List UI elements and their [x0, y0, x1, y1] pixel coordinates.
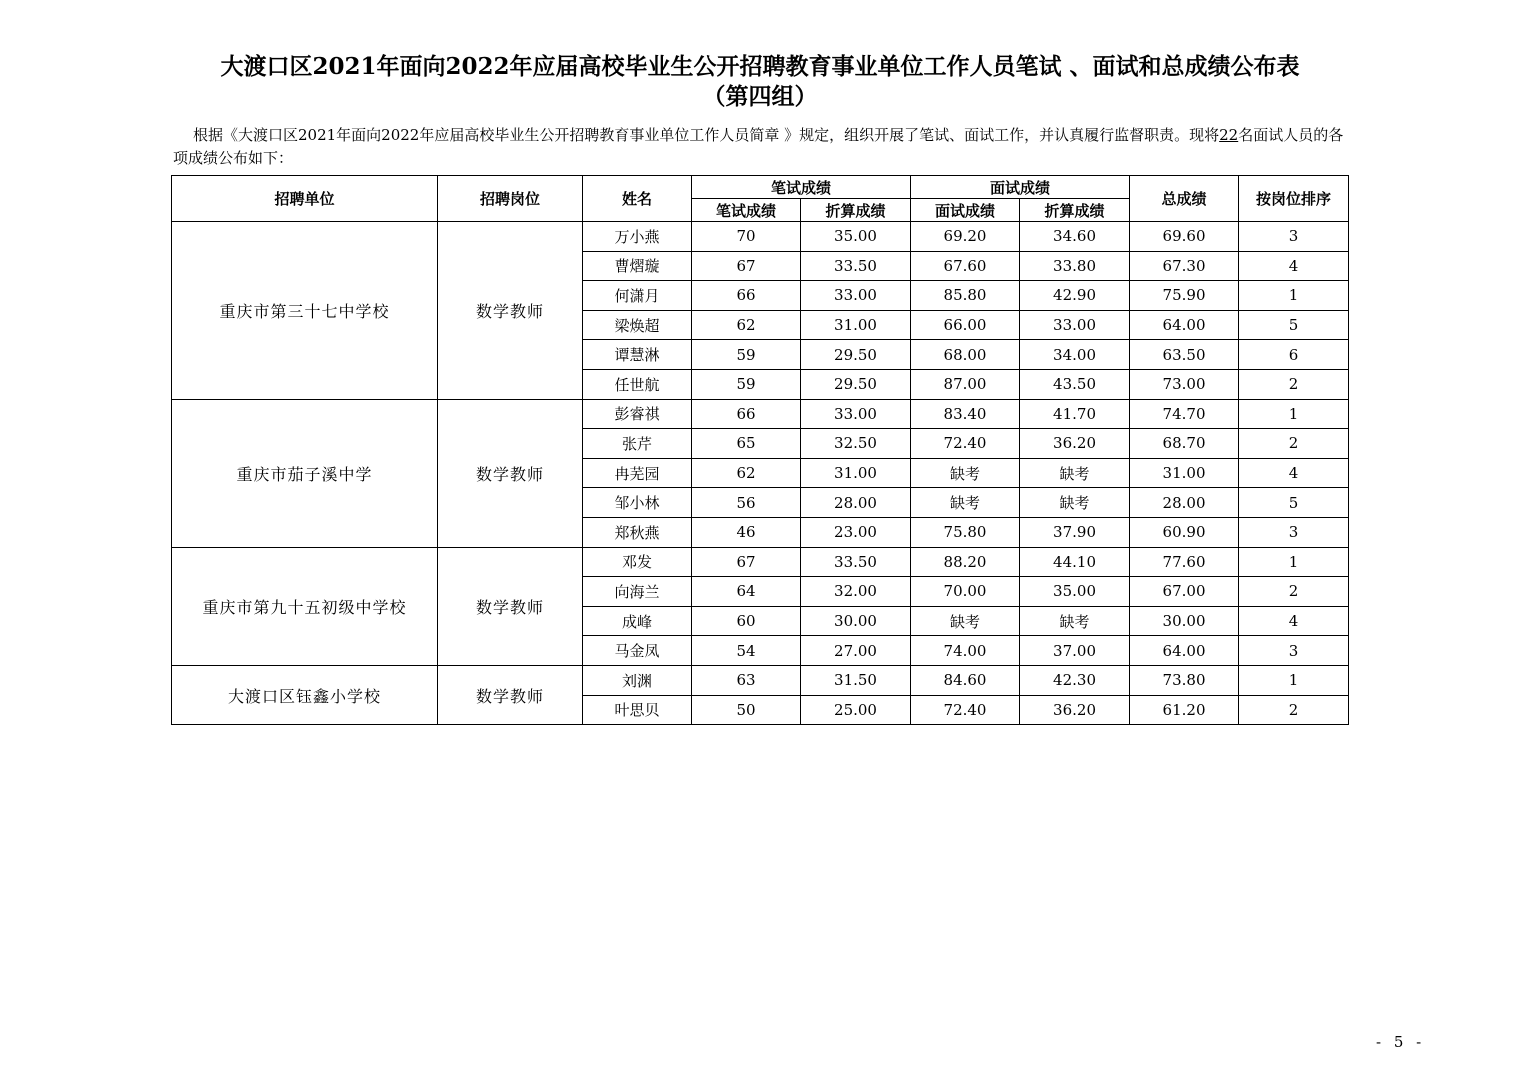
name-cell: 任世航	[583, 369, 692, 399]
written-converted-cell: 25.00	[801, 695, 911, 725]
interview-score-cell: 88.20	[911, 547, 1020, 577]
page-number: - 5 -	[1376, 1033, 1426, 1051]
written-score-cell: 56	[692, 488, 801, 518]
written-converted-cell: 32.00	[801, 577, 911, 607]
interview-score-cell: 69.20	[911, 222, 1020, 252]
interview-score-cell: 67.60	[911, 251, 1020, 281]
interview-score-cell: 87.00	[911, 369, 1020, 399]
total-cell: 63.50	[1130, 340, 1239, 370]
rank-cell: 2	[1239, 695, 1349, 725]
total-cell: 73.00	[1130, 369, 1239, 399]
header-total: 总成绩	[1130, 176, 1239, 222]
written-score-cell: 60	[692, 606, 801, 636]
header-post: 招聘岗位	[438, 176, 583, 222]
rank-cell: 4	[1239, 251, 1349, 281]
total-cell: 77.60	[1130, 547, 1239, 577]
total-cell: 30.00	[1130, 606, 1239, 636]
written-score-cell: 46	[692, 517, 801, 547]
post-cell: 数学教师	[438, 399, 583, 547]
unit-cell: 重庆市第三十七中学校	[172, 222, 438, 400]
written-converted-cell: 29.50	[801, 340, 911, 370]
interview-score-cell: 72.40	[911, 429, 1020, 459]
rank-cell: 1	[1239, 547, 1349, 577]
total-cell: 68.70	[1130, 429, 1239, 459]
interview-converted-cell: 42.30	[1020, 665, 1130, 695]
total-cell: 74.70	[1130, 399, 1239, 429]
written-score-cell: 54	[692, 636, 801, 666]
name-cell: 邓发	[583, 547, 692, 577]
interview-converted-cell: 43.50	[1020, 369, 1130, 399]
written-converted-cell: 28.00	[801, 488, 911, 518]
written-score-cell: 66	[692, 281, 801, 311]
written-score-cell: 65	[692, 429, 801, 459]
written-score-cell: 64	[692, 577, 801, 607]
intro-paragraph	[173, 124, 1345, 170]
name-cell: 曹熠璇	[583, 251, 692, 281]
total-cell: 64.00	[1130, 310, 1239, 340]
interview-converted-cell: 41.70	[1020, 399, 1130, 429]
interview-converted-cell: 34.60	[1020, 222, 1130, 252]
name-cell: 彭睿祺	[583, 399, 692, 429]
header-interview-converted: 折算成绩	[1020, 199, 1130, 222]
written-score-cell: 62	[692, 458, 801, 488]
interview-converted-cell: 缺考	[1020, 488, 1130, 518]
header-rank: 按岗位排序	[1239, 176, 1349, 222]
rank-cell: 2	[1239, 369, 1349, 399]
rank-cell: 3	[1239, 222, 1349, 252]
written-converted-cell: 33.00	[801, 281, 911, 311]
interview-converted-cell: 缺考	[1020, 606, 1130, 636]
table-body	[172, 222, 1349, 725]
interview-converted-cell: 37.90	[1020, 517, 1130, 547]
interview-converted-cell: 34.00	[1020, 340, 1130, 370]
post-cell: 数学教师	[438, 547, 583, 665]
interview-converted-cell: 35.00	[1020, 577, 1130, 607]
name-cell: 何潇月	[583, 281, 692, 311]
name-cell: 梁焕超	[583, 310, 692, 340]
unit-cell: 重庆市茄子溪中学	[172, 399, 438, 547]
post-cell: 数学教师	[438, 665, 583, 724]
intro-text-before: 根据《大渡口区2021年面向2022年应届高校毕业生公开招聘教育事业单位工作人员简章 》规定，组织开展了笔试、面试工作，并认真履行监督职责。现将	[193, 126, 1220, 144]
written-converted-cell: 23.00	[801, 517, 911, 547]
interview-converted-cell: 44.10	[1020, 547, 1130, 577]
header-unit: 招聘单位	[172, 176, 438, 222]
name-cell: 马金凤	[583, 636, 692, 666]
rank-cell: 1	[1239, 399, 1349, 429]
name-cell: 谭慧淋	[583, 340, 692, 370]
header-interview-group: 面试成绩	[911, 176, 1130, 199]
total-cell: 67.30	[1130, 251, 1239, 281]
rank-cell: 1	[1239, 281, 1349, 311]
written-score-cell: 59	[692, 369, 801, 399]
header-written-group: 笔试成绩	[692, 176, 911, 199]
rank-cell: 2	[1239, 577, 1349, 607]
rank-cell: 2	[1239, 429, 1349, 459]
name-cell: 张芹	[583, 429, 692, 459]
interview-score-cell: 70.00	[911, 577, 1020, 607]
total-cell: 69.60	[1130, 222, 1239, 252]
total-cell: 73.80	[1130, 665, 1239, 695]
header-name: 姓名	[583, 176, 692, 222]
table-row	[172, 665, 1349, 695]
total-cell: 60.90	[1130, 517, 1239, 547]
written-score-cell: 70	[692, 222, 801, 252]
written-score-cell: 67	[692, 251, 801, 281]
unit-cell: 大渡口区钰鑫小学校	[172, 665, 438, 724]
written-converted-cell: 32.50	[801, 429, 911, 459]
name-cell: 邹小林	[583, 488, 692, 518]
interview-score-cell: 74.00	[911, 636, 1020, 666]
document-title: 大渡口区2021年面向2022年应届高校毕业生公开招聘教育事业单位工作人员笔试 、面试和总成绩公布表	[220, 53, 1300, 80]
interview-score-cell: 66.00	[911, 310, 1020, 340]
interview-score-cell: 83.40	[911, 399, 1020, 429]
total-cell: 75.90	[1130, 281, 1239, 311]
total-cell: 64.00	[1130, 636, 1239, 666]
intro-count: 22	[1219, 126, 1239, 144]
table-row	[172, 222, 1349, 252]
table-row	[172, 547, 1349, 577]
interview-score-cell: 缺考	[911, 606, 1020, 636]
header-interview-score: 面试成绩	[911, 199, 1020, 222]
interview-score-cell: 缺考	[911, 488, 1020, 518]
written-converted-cell: 33.50	[801, 251, 911, 281]
written-score-cell: 62	[692, 310, 801, 340]
interview-converted-cell: 37.00	[1020, 636, 1130, 666]
total-cell: 67.00	[1130, 577, 1239, 607]
rank-cell: 5	[1239, 310, 1349, 340]
written-score-cell: 50	[692, 695, 801, 725]
interview-score-cell: 84.60	[911, 665, 1020, 695]
written-converted-cell: 31.50	[801, 665, 911, 695]
interview-converted-cell: 缺考	[1020, 458, 1130, 488]
rank-cell: 3	[1239, 636, 1349, 666]
interview-converted-cell: 33.80	[1020, 251, 1130, 281]
rank-cell: 4	[1239, 606, 1349, 636]
total-cell: 31.00	[1130, 458, 1239, 488]
written-score-cell: 66	[692, 399, 801, 429]
interview-converted-cell: 36.20	[1020, 695, 1130, 725]
name-cell: 刘渊	[583, 665, 692, 695]
name-cell: 叶思贝	[583, 695, 692, 725]
total-cell: 61.20	[1130, 695, 1239, 725]
interview-score-cell: 85.80	[911, 281, 1020, 311]
rank-cell: 3	[1239, 517, 1349, 547]
interview-score-cell: 缺考	[911, 458, 1020, 488]
name-cell: 冉芜园	[583, 458, 692, 488]
written-converted-cell: 35.00	[801, 222, 911, 252]
intro-text-after: 名面试人员的各项成绩公布如下：	[173, 126, 1344, 167]
document-subtitle: （第四组）	[702, 83, 818, 110]
name-cell: 万小燕	[583, 222, 692, 252]
rank-cell: 5	[1239, 488, 1349, 518]
rank-cell: 1	[1239, 665, 1349, 695]
total-cell: 28.00	[1130, 488, 1239, 518]
interview-score-cell: 68.00	[911, 340, 1020, 370]
rank-cell: 4	[1239, 458, 1349, 488]
written-converted-cell: 29.50	[801, 369, 911, 399]
table-row	[172, 399, 1349, 429]
interview-converted-cell: 33.00	[1020, 310, 1130, 340]
unit-cell: 重庆市第九十五初级中学校	[172, 547, 438, 665]
header-written-converted: 折算成绩	[801, 199, 911, 222]
written-score-cell: 67	[692, 547, 801, 577]
scores-table	[171, 175, 1349, 725]
interview-score-cell: 75.80	[911, 517, 1020, 547]
name-cell: 郑秋燕	[583, 517, 692, 547]
written-converted-cell: 27.00	[801, 636, 911, 666]
written-converted-cell: 31.00	[801, 310, 911, 340]
interview-score-cell: 72.40	[911, 695, 1020, 725]
name-cell: 成峰	[583, 606, 692, 636]
written-converted-cell: 33.00	[801, 399, 911, 429]
written-score-cell: 59	[692, 340, 801, 370]
interview-converted-cell: 42.90	[1020, 281, 1130, 311]
written-score-cell: 63	[692, 665, 801, 695]
header-written-score: 笔试成绩	[692, 199, 801, 222]
written-converted-cell: 30.00	[801, 606, 911, 636]
written-converted-cell: 33.50	[801, 547, 911, 577]
interview-converted-cell: 36.20	[1020, 429, 1130, 459]
written-converted-cell: 31.00	[801, 458, 911, 488]
rank-cell: 6	[1239, 340, 1349, 370]
post-cell: 数学教师	[438, 222, 583, 400]
name-cell: 向海兰	[583, 577, 692, 607]
